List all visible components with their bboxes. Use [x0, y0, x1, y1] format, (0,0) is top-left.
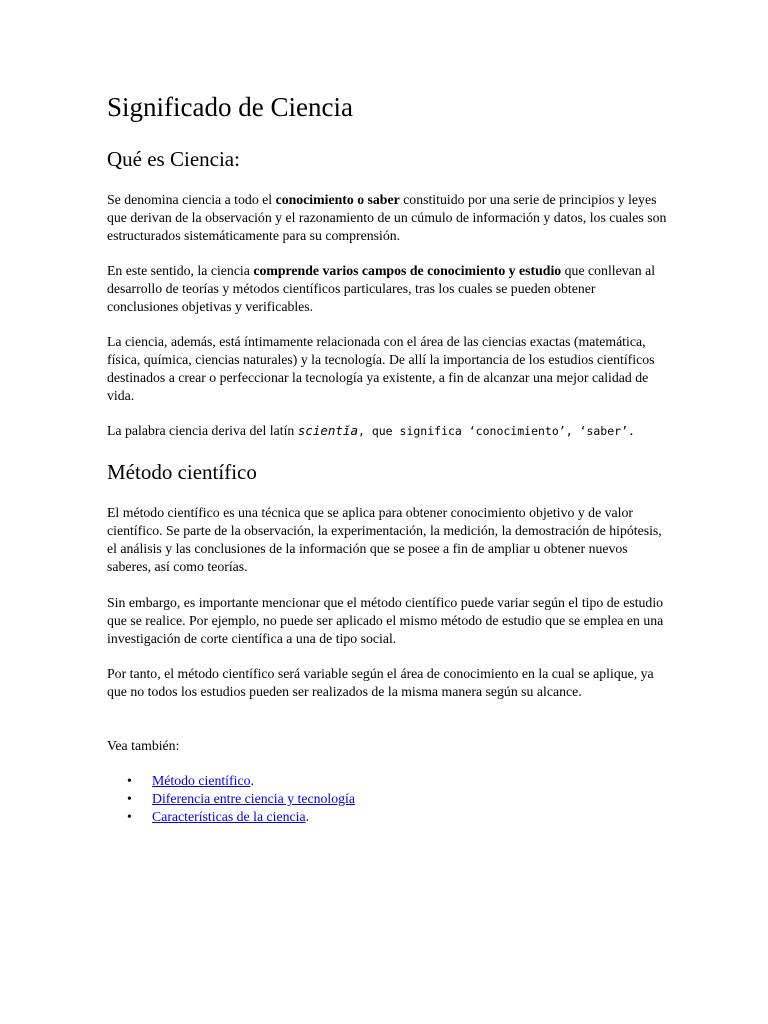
list-item [107, 790, 355, 808]
bold-text: comprende varios campos de conocimiento y estudio [253, 263, 562, 278]
latin-word: scientĭa [297, 423, 358, 438]
paragraph-text: que conllevan al desarrollo de teorías y métodos científicos particulares, tras los cuales se pueden obtener conclusiones objetivas y verificables. [107, 263, 656, 314]
link-metodo-cientifico[interactable]: Método científico [152, 773, 251, 788]
link-diferencia-ciencia-tecnologia[interactable]: Diferencia entre ciencia y tecnología [152, 790, 356, 806]
paragraph-fields [107, 262, 667, 316]
link-suffix: . [250, 773, 254, 788]
page-title: Significado de Ciencia [107, 92, 353, 122]
paragraph-text: , que significa ‘conocimiento’, ‘saber’. [357, 424, 635, 438]
section-heading-que-es-ciencia: Qué es Ciencia: [107, 147, 240, 171]
section-heading-metodo-cientifico: Método científico [107, 460, 257, 484]
paragraph-text: La palabra ciencia deriva del latín [107, 423, 298, 438]
paragraph-text: Se denomina ciencia a todo el [107, 192, 276, 207]
bold-text: conocimiento o saber [275, 192, 400, 207]
link-suffix: . [305, 808, 310, 824]
link-caracteristicas-ciencia[interactable]: Características de la ciencia [152, 808, 306, 824]
list-item [107, 808, 355, 826]
paragraph-method-scope: Por tanto, el método científico será variable según el área de conocimiento en la cual se aplique, ya que no todos los estudios pueden ser realizados de la misma manera según su alcance. [107, 666, 654, 699]
paragraph-text: En este sentido, la ciencia [107, 263, 254, 278]
paragraph-definition [107, 191, 667, 245]
paragraph-scientific-method: El método científico es una técnica que se aplica para obtener conocimiento objetivo y de valor científico. Se parte de la observación, la experimentación, la medición, la demostración de hipótesis, el análisis y las conclusiones de la información que se posee a fin de ampliar u obtener nuevos saberes, así como teorías. [107, 505, 662, 574]
paragraph-etymology [107, 422, 667, 441]
paragraph-exact-sciences: La ciencia, además, está íntimamente relacionada con el área de las ciencias exactas (matemática, física, química, ciencias naturales) y la tecnología. De allí la importancia de los estudios científicos destinados a crear o perfeccionar la tecnología ya existente, a fin de alcanzar una mejor calidad de vida. [107, 334, 655, 403]
list-item [107, 772, 355, 790]
paragraph-text: constituido por una serie de principios y leyes que derivan de la observación y el razonamiento de un cúmulo de información y datos, los cuales son estructurados sistemáticamente para su comprensión. [107, 192, 667, 243]
see-also-label: Vea también: [107, 738, 180, 753]
paragraph-method-variation: Sin embargo, es importante mencionar que el método científico puede variar según el tipo de estudio que se realice. Por ejemplo, no puede ser aplicado el mismo método de estudio que se emplea en una investigación de corte científica a una de tipo social. [107, 595, 664, 646]
see-also-list [107, 772, 355, 826]
